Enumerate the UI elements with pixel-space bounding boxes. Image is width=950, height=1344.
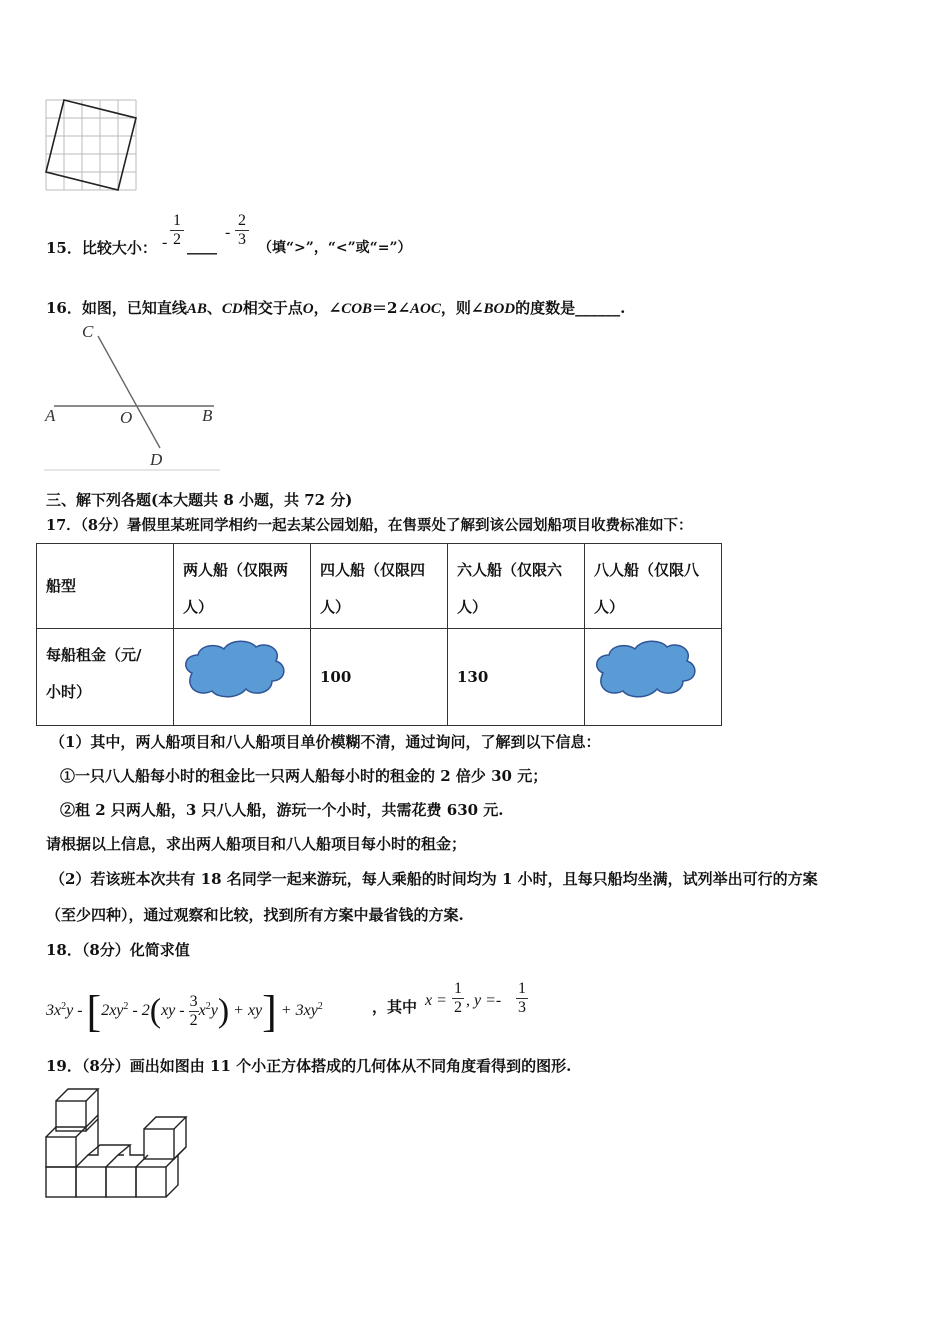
q18-x-num: 1 <box>454 980 462 997</box>
q15-frac2-num: 2 <box>238 212 246 229</box>
q15-frac1-num: 1 <box>173 212 181 229</box>
col-six-line2: 人） <box>457 598 488 616</box>
q18-y-num: 1 <box>518 980 526 997</box>
table-col-two <box>174 544 311 629</box>
cube-stack-figure <box>44 1085 194 1200</box>
q18-x-frac <box>452 980 464 1017</box>
q16-text-c: ，∠ <box>313 299 342 317</box>
q17-ask: 请根据以上信息，求出两人船项目和八人船项目每小时的租金； <box>46 835 467 853</box>
q18-expression: $3x^2y - [2xy^2 - 2(xy - 3$ $2x^2y) + xy] + 3xy^2$ <box>46 987 323 1036</box>
price-eight-cell <box>585 629 722 726</box>
q15-fraction-1 <box>170 212 184 249</box>
q17-condition-1: ①一只八人船每小时的租金比一只两人船每小时的租金的 2 倍少 30 元； <box>60 767 548 785</box>
table-col-eight <box>585 544 722 629</box>
q15-prefix: 15．比较大小： <box>46 239 157 257</box>
q16-text-b: 相交于点 <box>242 299 303 317</box>
q16-o: O <box>302 301 314 317</box>
q17-part1: （1）其中，两人船项目和八人船项目单价模糊不清，通过询问，了解到以下信息： <box>50 733 601 751</box>
question-15 <box>46 237 157 258</box>
table-row <box>37 544 722 629</box>
label-o: O <box>120 408 133 427</box>
q15-blank: ____ <box>187 237 217 255</box>
q18-where: ，其中 <box>372 998 418 1016</box>
q16-cd: CD <box>221 301 243 317</box>
q17-part2a: （2）若该班本次共有 18 名同学一起来游玩，每人乘船的时间均为 1 小时，且每只船均坐满，试列举出可行的方案 <box>50 870 818 888</box>
blurred-cloud-icon <box>585 635 705 705</box>
q16-cob: COB <box>341 301 373 317</box>
q15-neg2: - <box>225 224 231 241</box>
label-a: A <box>45 406 56 425</box>
table-col-four <box>311 544 448 629</box>
q15-fraction-2 <box>235 212 249 249</box>
col-six-line1: 六人船（仅限六 <box>457 561 563 579</box>
col-four-line1: 四人船（仅限四 <box>320 561 426 579</box>
grid-square-figure <box>44 98 140 194</box>
q17-intro: 17．（8分）暑假里某班同学相约一起去某公园划船，在售票处了解到该公园划船项目收费标准如下： <box>46 517 693 534</box>
intersecting-lines-figure <box>44 322 222 474</box>
q16-ab: AB <box>186 301 207 317</box>
q18-x-eq: x = <box>425 992 447 1009</box>
col-eight-line1: 八人船（仅限八 <box>594 561 700 579</box>
q16-bod: BOD <box>483 301 516 317</box>
q16-text-e: ，则∠ <box>440 299 484 317</box>
q19-title: 19．（8分）画出如图由 11 个小正方体搭成的几何体从不同角度看得到的图形. <box>46 1057 572 1075</box>
price-two-cell <box>174 629 311 726</box>
q18-y-frac <box>516 980 528 1017</box>
row-label-line2: 小时） <box>46 683 92 701</box>
section-3-title: 三、解下列各题(本大题共 8 小题，共 72 分) <box>46 491 353 509</box>
q15-frac1-den: 2 <box>173 231 181 248</box>
q15-suffix: （填“>”，“<”或“=”） <box>258 240 412 256</box>
q18-y-den: 3 <box>518 999 526 1016</box>
col-four-line2: 人） <box>320 598 351 616</box>
price-six: 130 <box>448 629 585 726</box>
q16-text-a: 16．如图，已知直线 <box>46 299 187 317</box>
q16-text-f: 的度数是______. <box>515 299 626 317</box>
question-16 <box>46 297 625 318</box>
q18-x-den: 2 <box>454 999 462 1016</box>
q15-neg1: - <box>162 234 168 251</box>
table-col-six <box>448 544 585 629</box>
row-label-line1: 每船租金（元/ <box>46 646 142 664</box>
q18-title: 18．（8分）化简求值 <box>46 941 190 959</box>
label-d: D <box>150 450 163 469</box>
label-b: B <box>202 406 213 425</box>
col-eight-line2: 人） <box>594 598 625 616</box>
q16-sep: 、 <box>206 299 222 317</box>
q17-part2b: （至少四种），通过观察和比较，找到所有方案中最省钱的方案. <box>46 906 464 924</box>
table-row-label <box>37 629 174 726</box>
price-four: 100 <box>311 629 448 726</box>
q16-text-d: ＝2∠ <box>372 299 411 317</box>
table-header-label: 船型 <box>37 544 174 629</box>
q15-frac2-den: 3 <box>238 231 246 248</box>
q17-condition-2: ②租 2 只两人船，3 只八人船，游玩一个小时，共需花费 630 元. <box>60 801 504 819</box>
col-two-line1: 两人船（仅限两 <box>183 561 289 579</box>
q18-y-eq: , y =- <box>466 992 502 1009</box>
col-two-line2: 人） <box>183 598 214 616</box>
q16-aoc: AOC <box>410 301 441 317</box>
blurred-cloud-icon <box>174 635 294 705</box>
table-row <box>37 629 722 726</box>
label-c: C <box>82 322 94 341</box>
boat-price-table <box>36 543 722 726</box>
